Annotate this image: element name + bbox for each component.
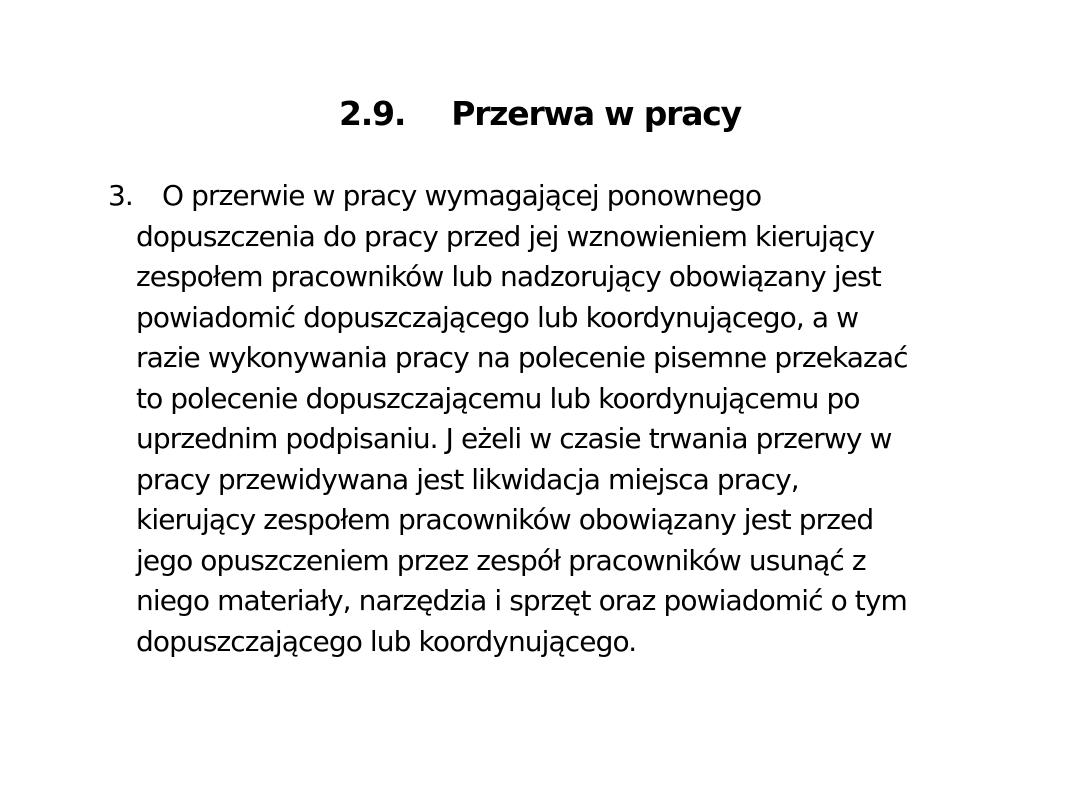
paragraph-line: kierujący zespołem pracowników obowiązany jest przed xyxy=(136,503,874,536)
paragraph-line: to polecenie dopuszczającemu lub koordynującemu po xyxy=(136,381,860,415)
paragraph-line: dopuszczenia do pracy przed jej wznowieniem kierujący xyxy=(136,219,875,253)
paragraph-line: pracy przewidywana jest likwidacja miejsca pracy, xyxy=(136,462,799,496)
paragraph-line: uprzednim podpisaniu. J eżeli w czasie trwania przerwy w xyxy=(136,422,892,455)
list-marker: 3. xyxy=(108,179,133,212)
paragraph-line: razie wykonywania pracy na polecenie pisemne przekazać xyxy=(136,341,908,374)
paragraph-line: jego opuszczeniem przez zespół pracowników usunąć z xyxy=(136,543,866,577)
slide-title xyxy=(0,92,1080,136)
paragraph-line: dopuszczającego lub koordynującego. xyxy=(136,624,637,658)
paragraph-line: O przerwie w pracy wymagającej ponownego xyxy=(162,179,762,212)
section-number: 2.9. xyxy=(339,94,406,133)
numbered-paragraph xyxy=(108,176,1008,662)
section-title: Przerwa w pracy xyxy=(451,94,741,133)
paragraph-line: powiadomić dopuszczającego lub koordynującego, a w xyxy=(136,300,859,334)
paragraph-line: zespołem pracowników lub nadzorujący obowiązany jest xyxy=(136,260,881,293)
paragraph-line: niego materiały, narzędzia i sprzęt oraz powiadomić o tym xyxy=(136,584,907,617)
